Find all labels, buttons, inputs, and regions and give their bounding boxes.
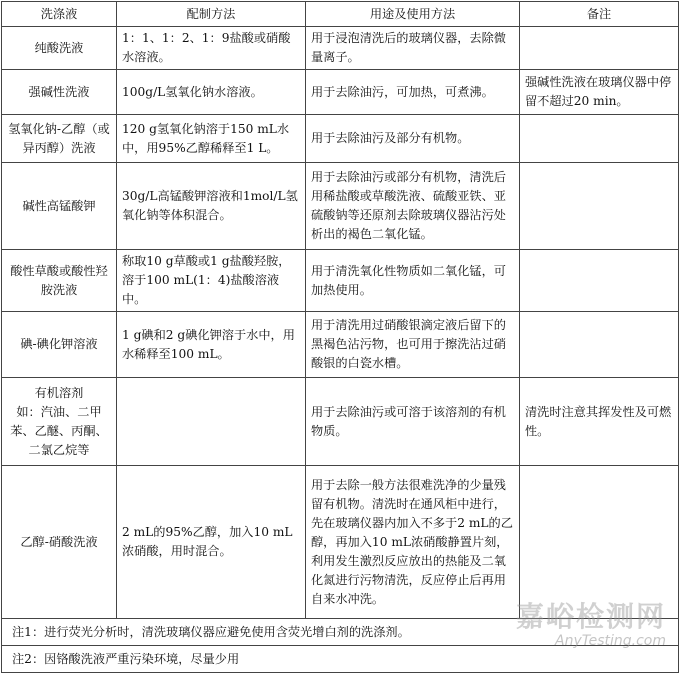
remark	[520, 466, 679, 619]
table-row	[2, 27, 679, 70]
preparation-method: 1：1、1：2、1：9盐酸或硝酸水溶液。	[117, 27, 306, 70]
usage-method: 用于清洗氧化性物质如二氧化锰，可加热使用。	[306, 250, 520, 312]
table-row	[2, 115, 679, 163]
preparation-method: 1 g碘和2 g碘化钾溶于水中，用水稀释至100 mL。	[117, 312, 306, 378]
footnote-2: 注2：因铬酸洗液严重污染环境，尽量少用	[2, 646, 679, 673]
remark	[520, 115, 679, 163]
remark: 强碱性洗液在玻璃仪器中停留不超过20 min。	[520, 70, 679, 115]
detergent-name: 氢氧化钠-乙醇（或异丙醇）洗液	[2, 115, 117, 163]
preparation-method: 称取10 g草酸或1 g盐酸羟胺，溶于100 mL(1：4)盐酸溶液中。	[117, 250, 306, 312]
usage-method: 用于去除一般方法很难洗净的少量残留有机物。清洗时在通风柜中进行，先在玻璃仪器内加入不多于2 mL的乙醇，再加入10 mL浓硝酸静置片刻，利用发生激烈反应放出的热能及二氧化氮进行污物清洗，反应停止后再用自来水冲洗。	[306, 466, 520, 619]
header-remarks: 备注	[520, 2, 679, 27]
header-detergent: 洗涤液	[2, 2, 117, 27]
detergent-table	[1, 1, 679, 673]
remark	[520, 163, 679, 250]
watermark-cn: 嘉峪检测网	[515, 600, 666, 633]
table-row	[2, 163, 679, 250]
detergent-name: 乙醇-硝酸洗液	[2, 466, 117, 619]
remark	[520, 27, 679, 70]
detergent-name: 强碱性洗液	[2, 70, 117, 115]
usage-method: 用于去除油污或部分有机物，清洗后用稀盐酸或草酸洗液、硫酸亚铁、亚硫酸钠等还原剂去除玻璃仪器沾污处析出的褐色二氧化锰。	[306, 163, 520, 250]
detergent-name: 碱性高锰酸钾	[2, 163, 117, 250]
table-row	[2, 250, 679, 312]
footnote-row	[2, 619, 679, 646]
header-usage: 用途及使用方法	[306, 2, 520, 27]
remark: 清洗时注意其挥发性及可燃性。	[520, 378, 679, 466]
detergent-name: 有机溶剂 如：汽油、二甲苯、乙醚、丙酮、二氯乙烷等	[2, 378, 117, 466]
usage-method: 用于浸泡清洗后的玻璃仪器，去除微量离子。	[306, 27, 520, 70]
preparation-method	[117, 378, 306, 466]
preparation-method: 2 mL的95%乙醇，加入10 mL浓硝酸，用时混合。	[117, 466, 306, 619]
header-preparation: 配制方法	[117, 2, 306, 27]
table-row	[2, 466, 679, 619]
table-row	[2, 312, 679, 378]
header-row	[2, 2, 679, 27]
detergent-name: 纯酸洗液	[2, 27, 117, 70]
detergent-name: 酸性草酸或酸性羟胺洗液	[2, 250, 117, 312]
usage-method: 用于去除油污，可加热，可煮沸。	[306, 70, 520, 115]
remark	[520, 250, 679, 312]
watermark-en: AnyTesting.com	[555, 633, 666, 649]
preparation-method: 120 g氢氧化钠溶于150 mL水中，用95%乙醇稀释至1 L。	[117, 115, 306, 163]
table-row	[2, 70, 679, 115]
preparation-method: 30g/L高锰酸钾溶液和1mol/L氢氧化钠等体积混合。	[117, 163, 306, 250]
usage-method: 用于去除油污及部分有机物。	[306, 115, 520, 163]
detergent-name: 碘-碘化钾溶液	[2, 312, 117, 378]
remark	[520, 312, 679, 378]
footnote-row	[2, 646, 679, 673]
table-row	[2, 378, 679, 466]
usage-method: 用于清洗用过硝酸银滴定液后留下的黑褐色沾污物，也可用于擦洗沾过硝酸银的白瓷水槽。	[306, 312, 520, 378]
preparation-method: 100g/L氢氧化钠水溶液。	[117, 70, 306, 115]
usage-method: 用于去除油污或可溶于该溶剂的有机物质。	[306, 378, 520, 466]
footnote-1: 注1：进行荧光分析时，清洗玻璃仪器应避免使用含荧光增白剂的洗涤剂。	[2, 619, 679, 646]
